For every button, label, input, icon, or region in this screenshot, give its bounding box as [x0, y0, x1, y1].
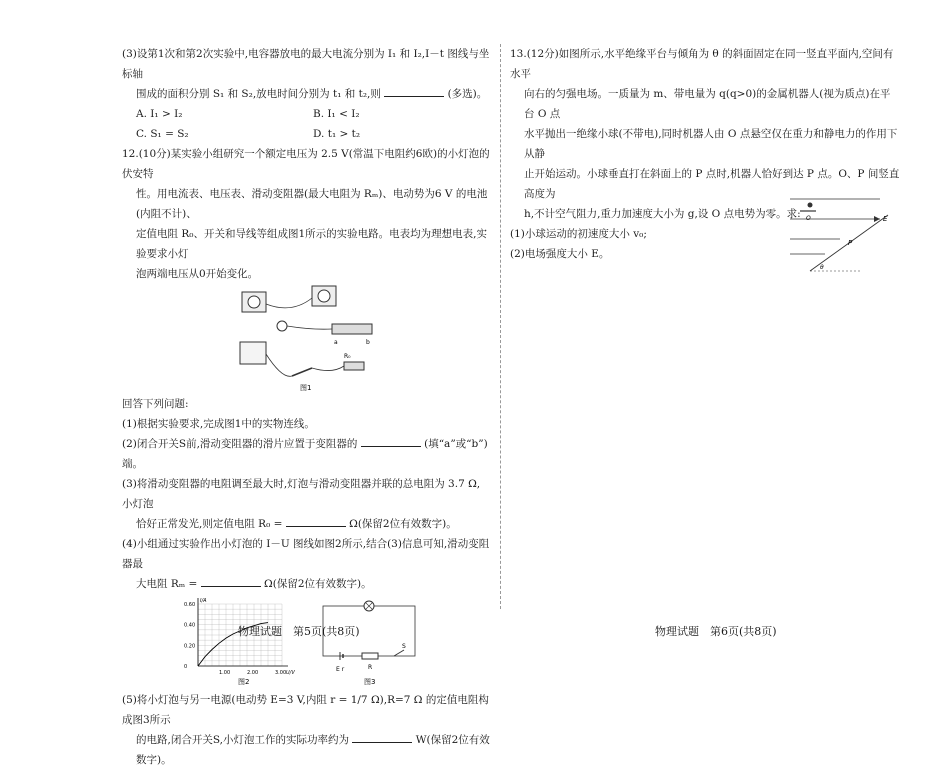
fig2-caption: 图2 [238, 678, 250, 686]
q12-line3: 定值电阻 R₀、开关和导线等组成图1所示的实验电路。电表均为理想电表,实验要求小灯 [136, 228, 487, 260]
q12-s2 [122, 434, 490, 474]
y-tick-label: 0.20 [184, 643, 196, 650]
answer-blank-s4[interactable] [201, 574, 261, 587]
q13-line4: 止开始运动。小球垂直打在斜面上的 P 点时,机器人恰好到达 P 点。O、P 间竖直高度为 [524, 168, 900, 200]
footer-page-5: 物理试题 第5页(共8页) [238, 625, 360, 638]
q12-s4a: (4)小组通过实验作出小灯泡的 I－U 图线如图2所示,结合(3)信息可知,滑动变阻器最 [122, 538, 490, 570]
q12-s1: (1)根据实验要求,完成图1中的实物连线。 [122, 418, 315, 430]
q12-s3-text-end: Ω(保留2位有效数字)。 [349, 518, 457, 530]
y-tick-label: 0.60 [184, 602, 196, 608]
q12-line4: 泡两端电压从0开始变化。 [136, 268, 259, 280]
option-a[interactable]: A. I₁ > I₂ [136, 108, 183, 120]
fig3-label-s: S [402, 643, 406, 650]
x-tick-label: 2.00 [247, 670, 259, 676]
q11-3-line1: (3)设第1次和第2次实验中,电容器放电的最大电流分别为 I₁ 和 I₂,I－t 图线与坐标轴 [122, 48, 490, 80]
option-d[interactable]: D. t₁ > t₂ [313, 128, 361, 140]
fig1-caption: 图1 [300, 384, 312, 392]
q12-s3b [122, 514, 490, 534]
label-b: b [366, 339, 370, 346]
iu-chart [174, 594, 304, 690]
q12-s2-text-end: (填“a”或“b”)端。 [122, 438, 488, 470]
q12-s4-text-end: Ω(保留2位有效数字)。 [264, 578, 372, 590]
resistor-icon [362, 653, 378, 659]
right-column [510, 44, 900, 271]
label-p: P [848, 239, 853, 247]
switch-icon [394, 650, 404, 656]
q12-line2: 性。用电流表、电压表、滑动变阻器(最大电阻为 Rₘ)、电动势为6 V 的电池(内阻不计)、 [136, 188, 488, 220]
q12-s3a: (3)将滑动变阻器的电阻调至最大时,灯泡与滑动变阻器并联的总电阻为 3.7 Ω,小灯泡 [122, 478, 481, 510]
rheostat-icon [332, 324, 372, 334]
y-axis-label: I/A [200, 598, 207, 604]
x-axis-label: U/V [286, 670, 295, 676]
x-tick-label: 1.00 [219, 670, 231, 676]
figure-1 [122, 284, 490, 394]
q12-s4-text: 大电阻 Rₘ = [136, 578, 198, 590]
left-column [122, 44, 490, 770]
fig3-label-r: R [368, 664, 373, 671]
robot-marker [808, 203, 813, 208]
y-tick-label: 0.40 [184, 622, 196, 629]
switch-icon [292, 368, 312, 376]
incline-figure [780, 189, 900, 284]
label-a: a [334, 339, 338, 346]
option-c[interactable]: C. S₁ = S₂ [136, 128, 189, 140]
r0-resistor-icon [344, 362, 364, 370]
q11-3-options [122, 104, 490, 144]
x-tick-label: 3.00 [275, 670, 287, 676]
circuit-figure-3 [318, 594, 428, 690]
q12-s5-text-end: W(保留2位有效数字)。 [136, 734, 490, 766]
figures-2-3 [122, 594, 490, 690]
q11-3-line2 [122, 84, 490, 104]
lamp-icon [277, 321, 287, 331]
answer-blank-s2[interactable] [361, 434, 421, 447]
q12-s5a: (5)将小灯泡与另一电源(电动势 E=3 V,内阻 r = 1/7 Ω),R=7 Ω 的定值电阻构成图3所示 [122, 694, 489, 726]
answer-blank-s5[interactable] [352, 730, 412, 743]
battery-icon [240, 342, 266, 364]
q12-s3-text: 恰好正常发光,则定值电阻 R₀ = [136, 518, 283, 530]
column-divider [500, 44, 501, 609]
answer-blank-q11-3[interactable] [384, 84, 444, 97]
option-b[interactable]: B. I₁ < I₂ [313, 108, 360, 120]
label-theta: θ [820, 264, 824, 271]
label-r0: R₀ [344, 353, 351, 360]
y-tick-label: 0 [184, 664, 188, 670]
q13-line2: 向右的匀强电场。一质量为 m、带电量为 q(q>0)的金属机器人(视为质点)在平台 O 点 [524, 88, 891, 120]
answer-blank-s3[interactable] [286, 514, 346, 527]
q13-line3: 水平抛出一绝缘小球(不带电),同时机器人由 O 点悬空仅在重力和静电力的作用下从静 [524, 128, 898, 160]
q12-s5-text: 的电路,闭合开关S,小灯泡工作的实际功率约为 [136, 734, 349, 746]
q12-s4b [122, 574, 490, 594]
q13-ask1: (1)小球运动的初速度大小 v₀; [510, 228, 647, 240]
q13-ask2: (2)电场强度大小 E。 [510, 248, 610, 260]
q13-line1: 13.(12分)如图所示,水平绝缘平台与倾角为 θ 的斜面固定在同一竖直平面内,空间有水平 [510, 48, 894, 80]
q11-3-text: 围成的面积分别 S₁ 和 S₂,放电时间分别为 t₁ 和 t₂,则 [136, 88, 381, 100]
fig3-label-e: E r [336, 666, 345, 673]
q13-line5: h,不计空气阻力,重力加速度大小为 g,设 O 点电势为零。求: [524, 208, 801, 220]
q12-s2-text: (2)闭合开关S前,滑动变阻器的滑片应置于变阻器的 [122, 438, 358, 450]
label-o: O [806, 215, 811, 222]
apparatus-illustration [122, 284, 490, 394]
fig3-caption: 图3 [364, 678, 376, 686]
label-e: E [883, 215, 888, 223]
q12-s5b [122, 730, 490, 770]
q12-line1: 12.(10分)某实验小组研究一个额定电压为 2.5 V(常温下电阻约6欧)的小灯泡的伏安特 [122, 148, 490, 180]
footer-page-6: 物理试题 第6页(共8页) [655, 625, 777, 638]
q11-3-text-end: (多选)。 [447, 88, 488, 100]
answer-intro: 回答下列问题: [122, 398, 189, 410]
